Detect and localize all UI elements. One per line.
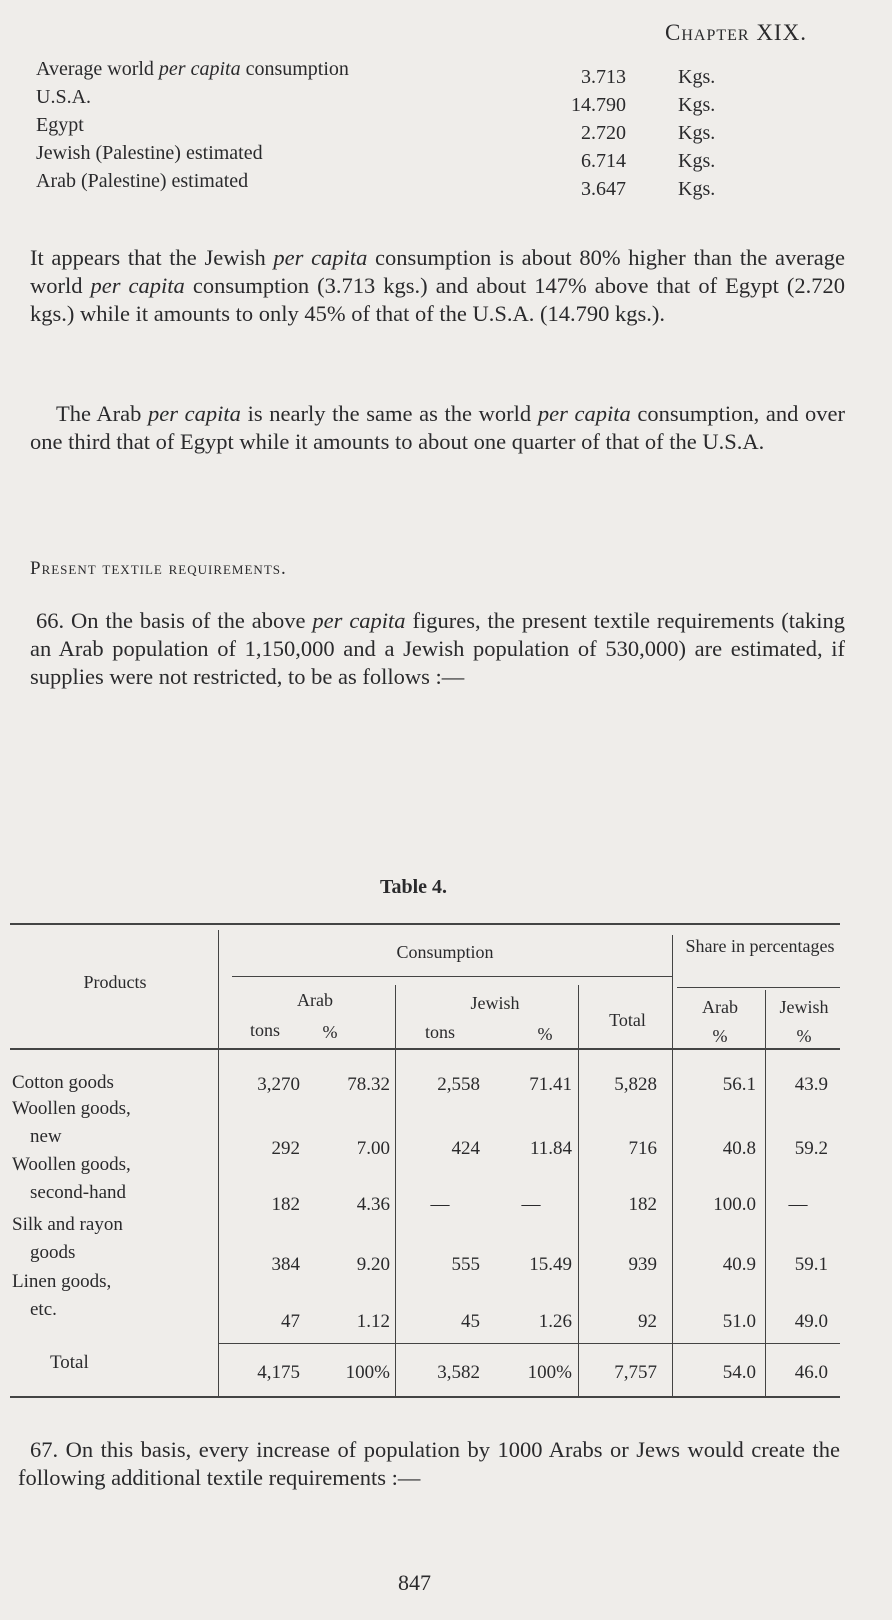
page-number: 847 [398,1570,431,1595]
consumption-value: 14.790 [571,94,626,116]
text: per capita [148,401,241,426]
header-products: Products [83,972,147,992]
text: consumption [240,58,349,80]
cell-share-arab: 40.8 [722,1138,756,1159]
cell-share-arab: 51.0 [722,1311,756,1332]
rule [10,1048,840,1050]
header-share-jewish-pct: % [796,1026,812,1046]
section-heading: Present textile requirements. [30,558,287,579]
header-arab-pct: % [322,1022,338,1042]
rule [232,976,672,977]
total-share-jew: 46.0 [794,1362,828,1383]
consumption-unit: Kgs. [678,94,716,116]
cell-arab-tons: 182 [271,1194,300,1215]
cell-share-jew: — [788,1194,808,1215]
cell-jew-pct: 71.41 [529,1074,572,1095]
text: consumption is about 80% higher than the average world [30,245,845,298]
cell-share-jew: 43.9 [794,1074,828,1095]
rule [218,1343,840,1344]
consumption-label [36,142,263,165]
header-jewish-pct: % [537,1024,553,1044]
text: The Arab [56,401,149,426]
consumption-unit: Kgs. [678,122,716,144]
paragraph-jewish-consumption [30,244,845,328]
text: per capita [273,245,368,270]
rule [578,985,579,1396]
paragraph-67: 67. On this basis, every increase of population by 1000 Arabs or Jews would create the following additional textile requirements :— [18,1437,840,1490]
product-name: Cotton goods [12,1072,114,1093]
consumption-value: 3.713 [581,66,626,88]
rule [10,1396,840,1398]
cell-total: 182 [628,1194,657,1215]
product-name: etc. [30,1299,57,1320]
rule [672,935,673,1396]
cell-jew-pct: — [521,1194,541,1215]
cell-jew-pct: 1.26 [538,1311,572,1332]
consumption-label [36,86,91,109]
product-name: goods [30,1242,76,1263]
cell-arab-pct: 78.32 [347,1074,390,1095]
text: It appears that the Jewish [30,245,274,270]
rule [10,923,840,925]
text: per capita [158,58,241,80]
consumption-value: 2.720 [581,122,626,144]
cell-arab-pct: 4.36 [356,1194,390,1215]
cell-arab-pct: 7.00 [356,1138,390,1159]
text: U.S.A. [36,86,92,108]
text: per capita [312,608,406,633]
cell-arab-tons: 384 [271,1254,300,1275]
header-jewish-tons: tons [424,1022,455,1042]
total-arab-tons: 4,175 [257,1362,300,1383]
text: consumption (3.713 kgs.) and about 147% above that of Egypt (2.720 kgs.) while it amounts to only 45% of that of the U.S.A. (14.790 kgs.). [30,273,845,326]
product-name: second-hand [30,1182,127,1203]
text: figures, the present textile requirements (taking an Arab population of 1,150,000 and a Jewish population of 530,000) are estimated, if supplies were not restricted, to be as follows :— [30,608,845,689]
rule [677,987,840,988]
cell-share-arab: 40.9 [722,1254,756,1275]
text: Arab (Palestine) estimated [36,170,249,192]
cell-total: 5,828 [614,1074,657,1095]
cell-arab-pct: 9.20 [356,1254,390,1275]
consumption-label [36,114,84,137]
consumption-label [36,170,248,193]
header-share-jewish: Jewish [779,997,829,1017]
product-name: Total [50,1352,89,1373]
rule [765,990,766,1396]
cell-share-arab: 100.0 [713,1194,756,1215]
cell-share-jew: 49.0 [794,1311,828,1332]
consumption-value: 3.647 [581,178,626,200]
product-name: Linen goods, [12,1271,112,1292]
total-total: 7,757 [614,1362,657,1383]
text: is nearly the same as the world [240,401,538,426]
text: Jewish (Palestine) estimated [36,142,263,164]
cell-jew-pct: 11.84 [529,1138,572,1159]
table-title: Table 4. [380,876,448,898]
consumption-label [36,58,349,81]
product-name: Woollen goods, [12,1154,131,1175]
cell-arab-tons: 47 [281,1311,300,1332]
header-consumption: Consumption [396,942,494,962]
cell-arab-tons: 292 [271,1138,300,1159]
product-name: Woollen goods, [12,1098,131,1119]
text: 66. On the basis of the above [36,608,313,633]
product-name: Silk and rayon [12,1214,123,1235]
total-jew-tons: 3,582 [437,1362,480,1383]
cell-arab-tons: 3,270 [257,1074,300,1095]
cell-share-arab: 56.1 [722,1074,756,1095]
consumption-unit: Kgs. [678,66,716,88]
rule [395,985,396,1396]
cell-total: 92 [638,1311,657,1332]
cell-total: 716 [628,1138,657,1159]
cell-jew-tons: 555 [451,1254,480,1275]
text: Egypt [36,114,84,136]
total-jew-pct: 100% [527,1362,572,1383]
consumption-value: 6.714 [581,150,626,172]
text: Average world [36,58,154,80]
header-share-arab-pct: % [712,1026,728,1046]
paragraph-arab-consumption [30,400,845,456]
total-share-arab: 54.0 [722,1362,756,1383]
cell-share-jew: 59.2 [794,1138,828,1159]
header-share-arab: Arab [702,997,738,1017]
cell-total: 939 [628,1254,657,1275]
total-arab-pct: 100% [345,1362,390,1383]
text: per capita [537,401,631,426]
product-name: new [30,1126,62,1147]
rule [218,930,219,1396]
cell-jew-tons: 424 [451,1138,480,1159]
header-total: Total [609,1010,646,1030]
header-jewish: Jewish [470,993,520,1013]
consumption-unit: Kgs. [678,178,716,200]
text: consumption, and over one third that of Egypt while it amounts to about one quarter of that of the U.S.A. [30,401,846,454]
cell-arab-pct: 1.12 [356,1311,390,1332]
cell-jew-tons: — [430,1194,450,1215]
chapter-heading: Chapter XIX. [665,20,807,45]
header-arab-tons: tons [249,1020,280,1040]
cell-share-jew: 59.1 [794,1254,828,1275]
cell-jew-pct: 15.49 [529,1254,572,1275]
header-share: Share in percentages [685,936,835,956]
header-arab: Arab [297,990,333,1010]
cell-jew-tons: 2,558 [437,1074,480,1095]
text: per capita [90,273,185,298]
cell-jew-tons: 45 [461,1311,480,1332]
paragraph-66 [30,607,845,691]
consumption-unit: Kgs. [678,150,716,172]
